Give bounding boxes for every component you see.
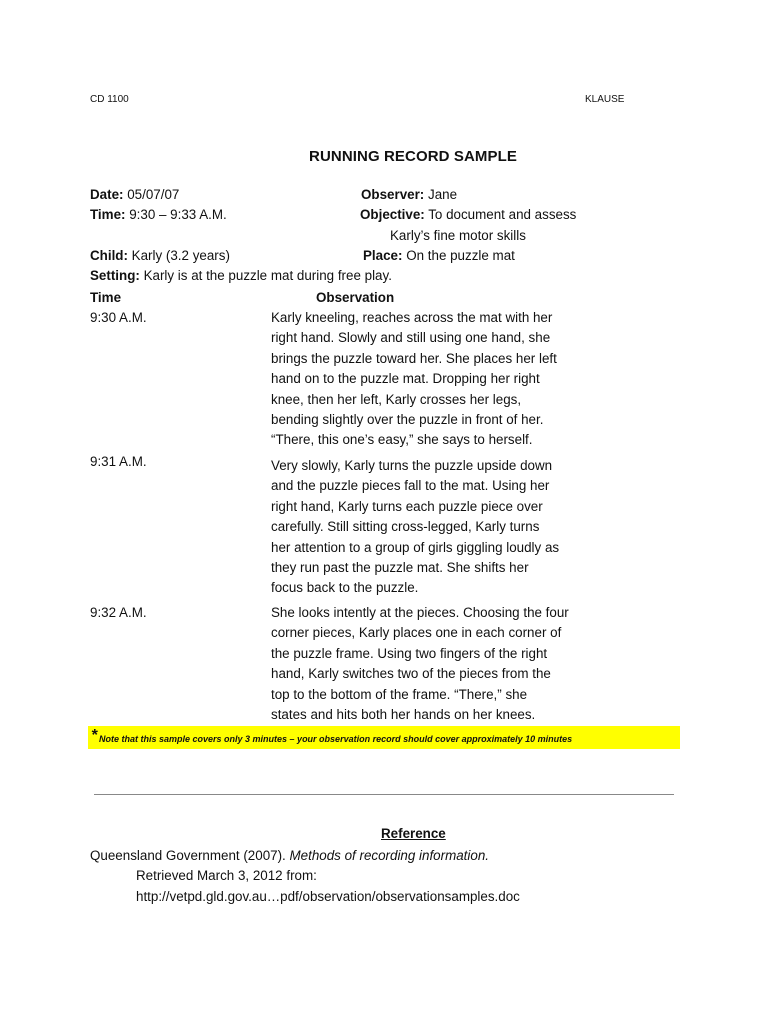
observation-line: bending slightly over the puzzle in front of her. — [271, 411, 544, 427]
setting-label: Setting: — [90, 268, 140, 283]
entry-time: 9:31 A.M. — [90, 454, 147, 469]
observer-label: Observer: — [361, 187, 425, 202]
course-code: CD 1100 — [90, 94, 129, 105]
page-title: RUNNING RECORD SAMPLE — [309, 148, 517, 165]
child-value: Karly (3.2 years) — [131, 248, 230, 263]
observation-line: knee, then her left, Karly crosses her legs, — [271, 391, 522, 407]
observation-line: carefully. Still sitting cross-legged, Karly turns — [271, 519, 540, 535]
observation-line: states and hits both her hands on her knees. — [271, 706, 536, 722]
observation-line: hand, Karly switches two of the pieces from the — [271, 666, 551, 682]
time-value: 9:30 – 9:33 A.M. — [129, 207, 227, 222]
observation-line: hand on to the puzzle mat. Dropping her right — [271, 371, 540, 387]
entry-observation — [271, 308, 557, 451]
observer-field — [361, 185, 457, 205]
observer-value: Jane — [428, 187, 458, 202]
observation-column-header: Observation — [316, 290, 395, 305]
time-field — [90, 205, 227, 225]
observation-line: they run past the puzzle mat. She shifts her — [271, 559, 529, 575]
observation-line: right hand, Karly turns each puzzle piece over — [271, 498, 543, 514]
note-asterisk: * — [91, 727, 98, 744]
entry-observation — [271, 603, 569, 725]
observation-line: corner pieces, Karly places one in each corner of — [271, 625, 562, 641]
observation-line: focus back to the puzzle. — [271, 580, 419, 596]
objective-field — [360, 205, 576, 225]
observation-line: Karly kneeling, reaches across the mat with her — [271, 310, 553, 325]
observation-line: top to the bottom of the frame. “There,” she — [271, 686, 528, 702]
place-field — [363, 246, 515, 266]
time-label: Time: — [90, 207, 126, 222]
entry-time: 9:32 A.M. — [90, 605, 147, 620]
place-label: Place: — [363, 248, 403, 263]
observation-line: Very slowly, Karly turns the puzzle upside down — [271, 458, 553, 473]
date-label: Date: — [90, 187, 124, 202]
setting-value: Karly is at the puzzle mat during free play. — [143, 268, 392, 283]
observation-line: her attention to a group of girls giggling loudly as — [271, 539, 560, 555]
child-field — [90, 246, 230, 266]
reference-author: Queensland Government (2007). — [90, 848, 286, 863]
reference-retrieved: Retrieved March 3, 2012 from: — [136, 868, 317, 883]
author-name: KLAUSE — [585, 94, 625, 105]
objective-value-line-1: To document and assess — [428, 207, 577, 222]
note-highlight — [88, 726, 680, 749]
date-value: 05/07/07 — [127, 187, 180, 202]
reference-work: Methods of recording information. — [289, 848, 489, 863]
objective-value-line-2: Karly’s fine motor skills — [390, 228, 526, 243]
observation-line: “There, this one’s easy,” she says to herself. — [271, 432, 533, 448]
divider — [94, 794, 674, 795]
reference-heading: Reference — [381, 826, 446, 841]
reference-url: http://vetpd.gld.gov.au…pdf/observation/observationsamples.doc — [136, 889, 520, 904]
child-label: Child: — [90, 248, 128, 263]
observation-line: She looks intently at the pieces. Choosing the four — [271, 605, 569, 620]
observation-line: the puzzle frame. Using two fingers of the right — [271, 645, 548, 661]
observation-line: brings the puzzle toward her. She places her left — [271, 350, 557, 366]
objective-label: Objective: — [360, 207, 425, 222]
place-value: On the puzzle mat — [406, 248, 515, 263]
time-column-header: Time — [90, 290, 122, 305]
entry-observation — [271, 456, 559, 599]
setting-field — [90, 266, 392, 286]
observation-line: and the puzzle pieces fall to the mat. Using her — [271, 478, 550, 494]
note-text: Note that this sample covers only 3 minutes – your observation record should cover approximately 10 minutes — [99, 734, 573, 744]
reference-citation — [90, 846, 489, 866]
observation-line: right hand. Slowly and still using one hand, she — [271, 330, 551, 346]
date-field — [90, 185, 179, 205]
entry-time: 9:30 A.M. — [90, 310, 147, 325]
